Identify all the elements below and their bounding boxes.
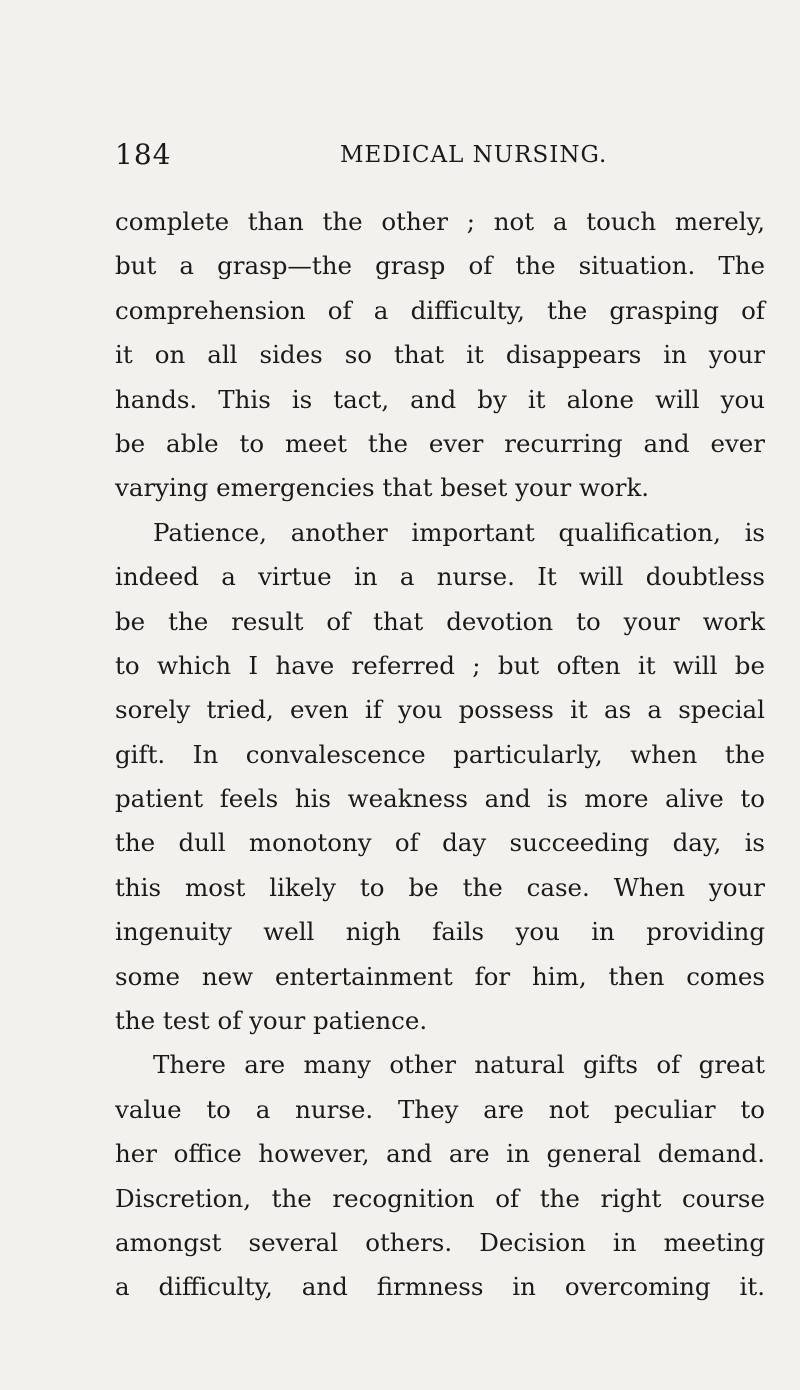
text-line: comprehension of a difficulty, the grasping of [115, 295, 765, 325]
text-line: a difficulty, and firmness in overcoming it. [115, 1272, 765, 1302]
page-number: 184 [115, 138, 172, 171]
text-line: amongst several others. Decision in meeting [115, 1227, 765, 1257]
text-line: the dull monotony of day succeeding day, is [115, 828, 765, 858]
text-line: There are many other natural gifts of great [153, 1050, 765, 1080]
text-line: sorely tried, even if you possess it as a special [115, 695, 765, 725]
text-line: Discretion, the recognition of the right course [115, 1183, 765, 1213]
text-line: patient feels his weakness and is more alive to [115, 784, 765, 814]
body-text [115, 200, 765, 1310]
text-line: varying emergencies that beset your work. [115, 473, 650, 503]
running-title: MEDICAL NURSING. [340, 142, 608, 168]
text-line: complete than the other ; not a touch merely, [115, 207, 765, 236]
text-line: be the result of that devotion to your work [115, 606, 765, 636]
text-line: the test of your patience. [115, 1006, 428, 1036]
running-head [115, 138, 762, 178]
text-line: be able to meet the ever recurring and ever [115, 428, 765, 458]
text-line: her office however, and are in general demand. [115, 1139, 765, 1169]
text-line: value to a nurse. They are not peculiar to [115, 1094, 765, 1124]
text-line: some new entertainment for him, then comes [115, 961, 765, 991]
text-line: this most likely to be the case. When your [115, 872, 765, 902]
text-line: ingenuity well nigh fails you in providing [115, 917, 765, 947]
text-line: gift. In convalescence particularly, when the [115, 739, 765, 769]
text-line: but a grasp—the grasp of the situation. The [115, 251, 765, 281]
text-line: to which I have referred ; but often it will be [115, 650, 765, 680]
text-line: hands. This is tact, and by it alone will you [115, 384, 765, 414]
text-line: indeed a virtue in a nurse. It will doubtless [115, 562, 765, 592]
text-line: it on all sides so that it disappears in your [115, 340, 765, 370]
text-line: Patience, another important qualification, is [153, 517, 765, 547]
